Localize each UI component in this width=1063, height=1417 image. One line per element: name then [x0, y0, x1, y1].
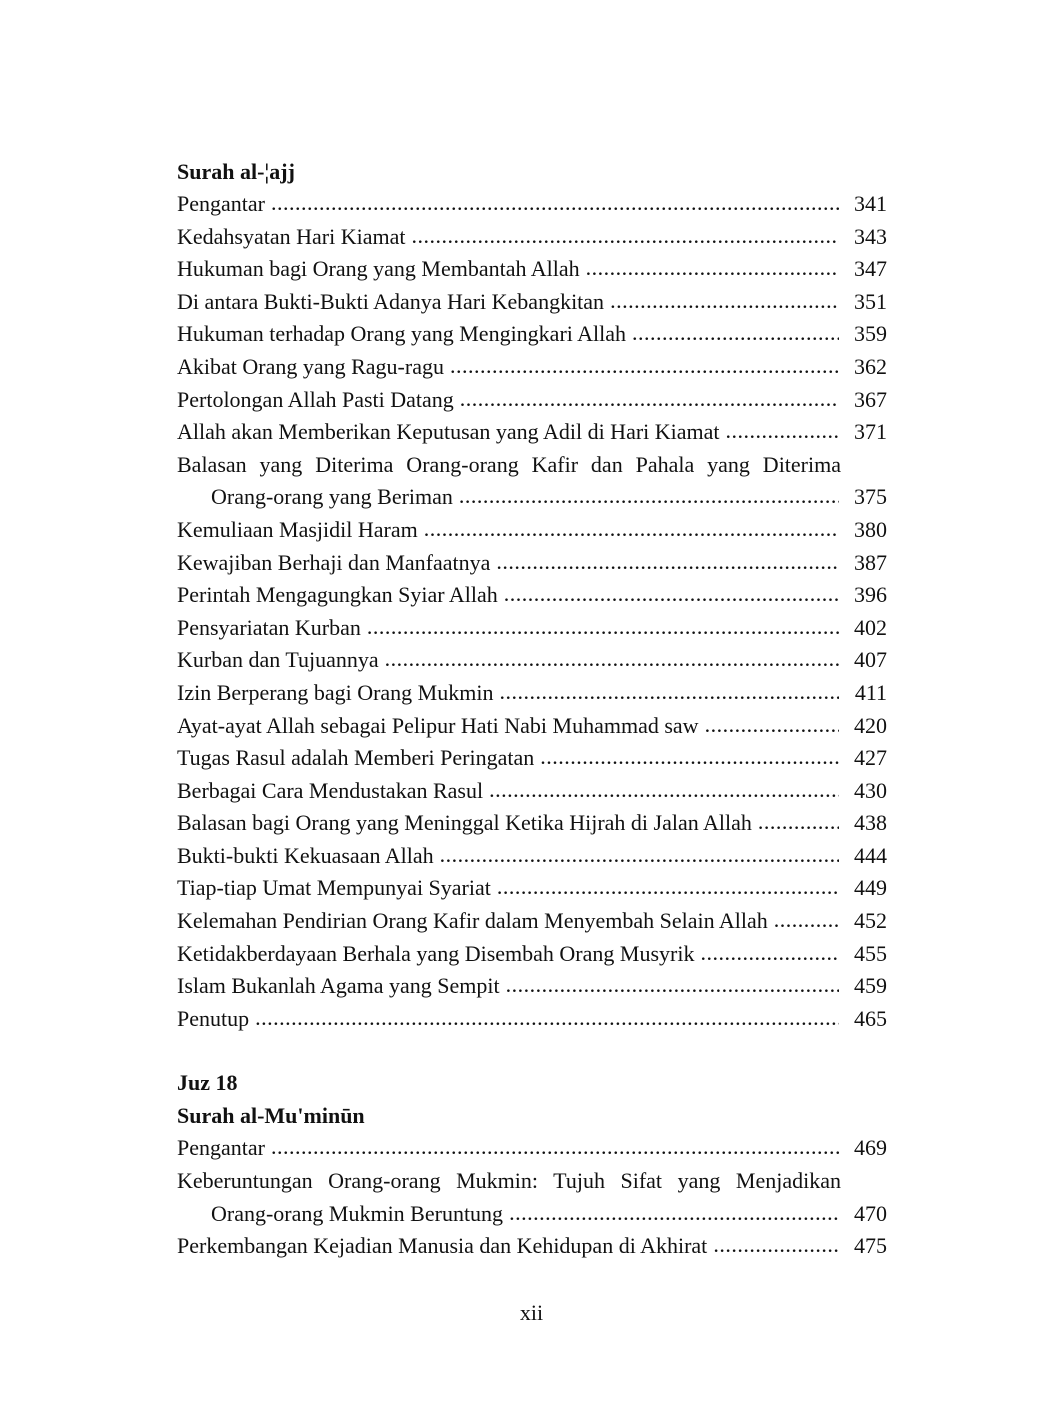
- toc-entry-title: Tiap-tiap Umat Mempunyai Syariat: [177, 875, 491, 901]
- toc-entry: [177, 807, 887, 840]
- toc-entry: [177, 384, 887, 417]
- toc-list: [177, 514, 887, 1036]
- toc-entry-title: Di antara Bukti-Bukti Adanya Hari Kebangkitan: [177, 288, 605, 314]
- toc-entry-title: Islam Bukanlah Agama yang Sempit: [177, 973, 500, 999]
- toc-entry: [177, 742, 887, 775]
- toc-entry: [177, 840, 887, 873]
- toc-entry-page: 371: [854, 419, 887, 445]
- toc-entry-title: Pensyariatan Kurban: [177, 614, 361, 640]
- dot-leader: [411, 220, 839, 253]
- toc-entry: [177, 1132, 887, 1165]
- toc-entry-page: 343: [854, 223, 887, 249]
- toc-entry-page: 420: [854, 712, 887, 738]
- toc-entry: [177, 938, 887, 971]
- toc-entry-title: Hukuman terhadap Orang yang Mengingkari Allah: [177, 321, 627, 347]
- dot-leader: [774, 904, 839, 937]
- toc-entry: [177, 677, 887, 710]
- toc-entry-page: 375: [854, 484, 887, 510]
- toc-entry-page: 427: [854, 745, 887, 771]
- toc-entry-page: 341: [854, 191, 887, 216]
- toc-entry: [177, 416, 887, 449]
- dot-leader: [509, 1197, 839, 1230]
- toc-entry-page: 387: [854, 549, 887, 575]
- dot-leader: [440, 839, 839, 872]
- toc-entry-title: Balasan bagi Orang yang Meninggal Ketika Hijrah di Jalan Allah: [177, 810, 752, 836]
- table-of-contents: [177, 155, 887, 1263]
- toc-entry-page: 430: [854, 777, 887, 803]
- toc-entry-title: Kurban dan Tujuannya: [177, 647, 379, 673]
- toc-entry: [177, 351, 887, 384]
- toc-entry-page: 380: [854, 516, 887, 542]
- dot-leader: [506, 969, 839, 1002]
- toc-entry: [177, 514, 887, 547]
- toc-entry: [177, 872, 887, 905]
- dot-leader: [385, 643, 839, 676]
- toc-entry-page: 444: [854, 842, 887, 868]
- toc-entry-title: Perkembangan Kejadian Manusia dan Kehidupan di Akhirat: [177, 1233, 708, 1259]
- toc-entry-page: 411: [854, 679, 887, 705]
- dot-leader: [459, 480, 839, 513]
- toc-entry: [177, 1230, 887, 1263]
- toc-entry: [177, 286, 887, 319]
- toc-entry-page: 455: [854, 940, 887, 966]
- toc-entry-page: 362: [854, 353, 887, 379]
- toc-entry-title: Tugas Rasul adalah Memberi Peringatan: [177, 745, 535, 771]
- toc-entry-title: Izin Berperang bagi Orang Mukmin: [177, 679, 494, 705]
- dot-leader: [489, 774, 839, 807]
- dot-leader: [726, 415, 839, 448]
- toc-entry: [177, 710, 887, 743]
- toc-entry-page: 452: [854, 908, 887, 934]
- toc-entry-wrapped-second-line: [177, 1198, 887, 1231]
- toc-entry: [177, 644, 887, 677]
- toc-entry-title: Akibat Orang yang Ragu-ragu: [177, 353, 444, 379]
- toc-entry-page: 351: [854, 288, 887, 314]
- toc-entry-title: Berbagai Cara Mendustakan Rasul: [177, 777, 484, 803]
- dot-leader: [504, 578, 839, 611]
- dot-leader: [450, 350, 839, 383]
- toc-entry-title: Perintah Mengagungkan Syiar Allah: [177, 582, 498, 608]
- toc-entry-title: Orang-orang yang Beriman: [211, 484, 453, 510]
- toc-entry-title: Ketidakberdayaan Berhala yang Disembah Orang Musyrik: [177, 940, 695, 966]
- toc-entry-title: Penutup: [177, 1005, 250, 1031]
- toc-entry-page: 402: [854, 614, 887, 640]
- dot-leader: [497, 871, 839, 904]
- toc-entry: [177, 253, 887, 286]
- page-number: xii: [519, 1300, 544, 1325]
- toc-entry-page: 359: [854, 321, 887, 347]
- dot-leader: [713, 1229, 839, 1262]
- toc-entry-title: Kewajiban Berhaji dan Manfaatnya: [177, 549, 491, 575]
- dot-leader: [496, 546, 839, 579]
- dot-leader: [758, 806, 839, 839]
- dot-leader: [586, 252, 839, 285]
- toc-entry-title: Kedahsyatan Hari Kiamat: [177, 223, 406, 249]
- toc-entry: [177, 221, 887, 254]
- dot-leader: [700, 937, 839, 970]
- toc-entry: [177, 547, 887, 580]
- toc-entry-page: 449: [854, 875, 887, 901]
- toc-entry-page: 438: [854, 810, 887, 836]
- toc-entry-page: 469: [854, 1135, 887, 1161]
- toc-entry-wrapped-first-line: Keberuntungan Orang-orang Mukmin: Tujuh Sifat yang Menjadikan: [177, 1168, 841, 1194]
- toc-entry-page: 407: [854, 647, 887, 673]
- dot-leader: [499, 676, 839, 709]
- toc-entry-page: 347: [854, 256, 887, 282]
- toc-entry: [177, 579, 887, 612]
- toc-entry-title: Pertolongan Allah Pasti Datang: [177, 386, 454, 412]
- toc-entry-title: Kelemahan Pendirian Orang Kafir dalam Menyembah Selain Allah: [177, 908, 768, 934]
- toc-entry-page: 396: [854, 582, 887, 608]
- toc-entry: [177, 612, 887, 645]
- toc-entry: [177, 970, 887, 1003]
- toc-entry: [177, 1003, 887, 1036]
- toc-entry-page: 367: [854, 386, 887, 412]
- toc-entry-title: Bukti-bukti Kekuasaan Allah: [177, 842, 434, 868]
- toc-entry-page: 475: [854, 1233, 887, 1259]
- dot-leader: [705, 709, 839, 742]
- dot-leader: [424, 513, 839, 546]
- toc-entry-title: Allah akan Memberikan Keputusan yang Adil di Hari Kiamat: [177, 419, 720, 445]
- toc-entry-title: Kemuliaan Masjidil Haram: [177, 516, 418, 542]
- toc-entry: [177, 188, 887, 221]
- toc-entry-page: 470: [854, 1200, 887, 1226]
- dot-leader: [632, 317, 839, 350]
- toc-entry-page: 465: [854, 1005, 887, 1031]
- dot-leader: [610, 285, 839, 318]
- toc-list: [177, 188, 887, 449]
- toc-entry-wrapped-second-line: [177, 481, 887, 514]
- toc-entry: [177, 775, 887, 808]
- toc-entry-title: Pengantar: [177, 1135, 265, 1161]
- surah-heading: Surah al-¦ajj: [177, 159, 295, 184]
- dot-leader: [255, 1002, 839, 1035]
- toc-entry-title: Orang-orang Mukmin Beruntung: [211, 1200, 504, 1226]
- toc-entry-title: Hukuman bagi Orang yang Membantah Allah: [177, 256, 580, 282]
- dot-leader: [460, 383, 839, 416]
- toc-entry-page: 459: [854, 973, 887, 999]
- dot-leader: [271, 187, 839, 220]
- toc-entry: [177, 905, 887, 938]
- dot-leader: [367, 611, 839, 644]
- surah-heading: Surah al-Mu'minūn: [177, 1103, 365, 1129]
- toc-entry: [177, 318, 887, 351]
- dot-leader: [271, 1131, 839, 1164]
- toc-entry-wrapped-first-line: Balasan yang Diterima Orang-orang Kafir dan Pahala yang Diterima: [177, 451, 841, 477]
- juz-heading: Juz 18: [177, 1070, 238, 1096]
- dot-leader: [540, 741, 839, 774]
- toc-entry-title: Pengantar: [177, 191, 265, 216]
- toc-entry-title: Ayat-ayat Allah sebagai Pelipur Hati Nabi Muhammad saw: [177, 712, 699, 738]
